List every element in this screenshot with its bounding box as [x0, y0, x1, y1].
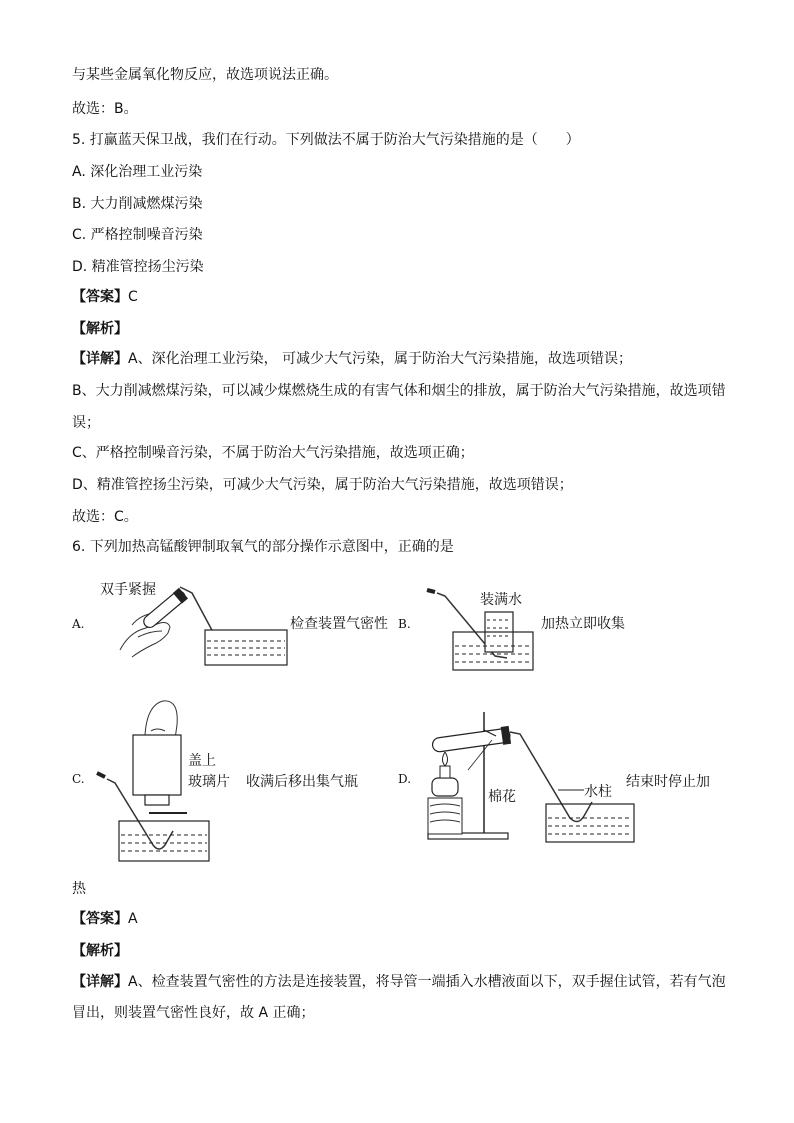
option-d: D. 精准管控扬尘污染: [72, 259, 204, 275]
water-column-label: 水柱: [584, 784, 612, 800]
text-line-2: 故选：B。: [72, 101, 138, 117]
analysis-tag-q6: 【解析】: [72, 943, 128, 959]
figure-d-letter: D.: [398, 772, 412, 786]
figure-a-drawing: [110, 585, 295, 675]
question-6-stem: 6. 下列加热高锰酸钾制取氧气的部分操作示意图中，正确的是: [72, 539, 454, 555]
option-c: C. 严格控制噪音污染: [72, 227, 203, 243]
cotton-label: 棉花: [488, 789, 516, 805]
detail-d-q5: D、精准管控扬尘污染，可减少大气污染，属于防治大气污染措施，故选项错误；: [72, 477, 573, 493]
option-a: A. 深化治理工业污染: [72, 164, 203, 180]
detail-b-q5: B、大力削减燃煤污染，可以减少煤燃烧生成的有害气体和烟尘的排放，属于防治大气污染措施，故选项错: [72, 383, 726, 399]
detail-a-q6: [72, 973, 726, 991]
figure-a-letter: A.: [72, 617, 85, 631]
figure-c-letter: C.: [72, 772, 85, 786]
figure-c-drawing: [95, 695, 215, 865]
text-line-1: 与某些金属氧化物反应，故选项说法正确。: [72, 67, 338, 83]
figure-d-drawing: [420, 710, 720, 855]
figure-b-letter: B.: [398, 617, 411, 631]
answer-line-q5: [72, 288, 138, 306]
choice-q5: 故选：C。: [72, 509, 138, 525]
hand-label: 双手紧握: [100, 582, 156, 598]
analysis-tag-q5: 【解析】: [72, 321, 128, 337]
figure-d-caption-tail: 热: [72, 881, 86, 897]
detail-a-q5: [72, 350, 632, 368]
option-b: B. 大力削减燃煤污染: [72, 196, 203, 212]
answer-value: C: [128, 289, 138, 305]
detail-b-q5-cont: 误；: [72, 415, 100, 431]
figure-c-caption: 收满后移出集气瓶: [246, 774, 358, 790]
water-full-label: 装满水: [480, 592, 522, 608]
question-5-stem: 5. 打赢蓝天保卫战，我们在行动。下列做法不属于防治大气污染措施的是（ ）: [72, 132, 580, 148]
detail-tag: 【详解】: [72, 351, 128, 367]
detail-c-q5: C、严格控制噪音污染，不属于防治大气污染措施，故选项正确；: [72, 445, 474, 461]
figure-d-caption: 结束时停止加: [626, 774, 710, 790]
detail-a-q6-cont: 冒出，则装置气密性良好，故 A 正确；: [72, 1005, 315, 1021]
answer-line-q6: [72, 910, 138, 928]
answer-value: A: [128, 911, 138, 927]
figure-b-drawing: [425, 588, 535, 673]
detail-a-text: A、检查装置气密性的方法是连接装置，将导管一端插入水槽液面以下，双手握住试管，若有气泡: [128, 974, 726, 990]
figure-b-caption: 加热立即收集: [541, 616, 625, 632]
cover-label-1: 盖上: [188, 753, 216, 769]
detail-a-text: A、深化治理工业污染， 可减少大气污染，属于防治大气污染措施，故选项错误；: [128, 351, 633, 367]
answer-tag: 【答案】: [72, 911, 128, 927]
cover-label-2: 玻璃片: [188, 774, 230, 790]
detail-tag: 【详解】: [72, 974, 128, 990]
answer-tag: 【答案】: [72, 289, 128, 305]
figure-a-caption: 检查装置气密性: [290, 616, 388, 632]
